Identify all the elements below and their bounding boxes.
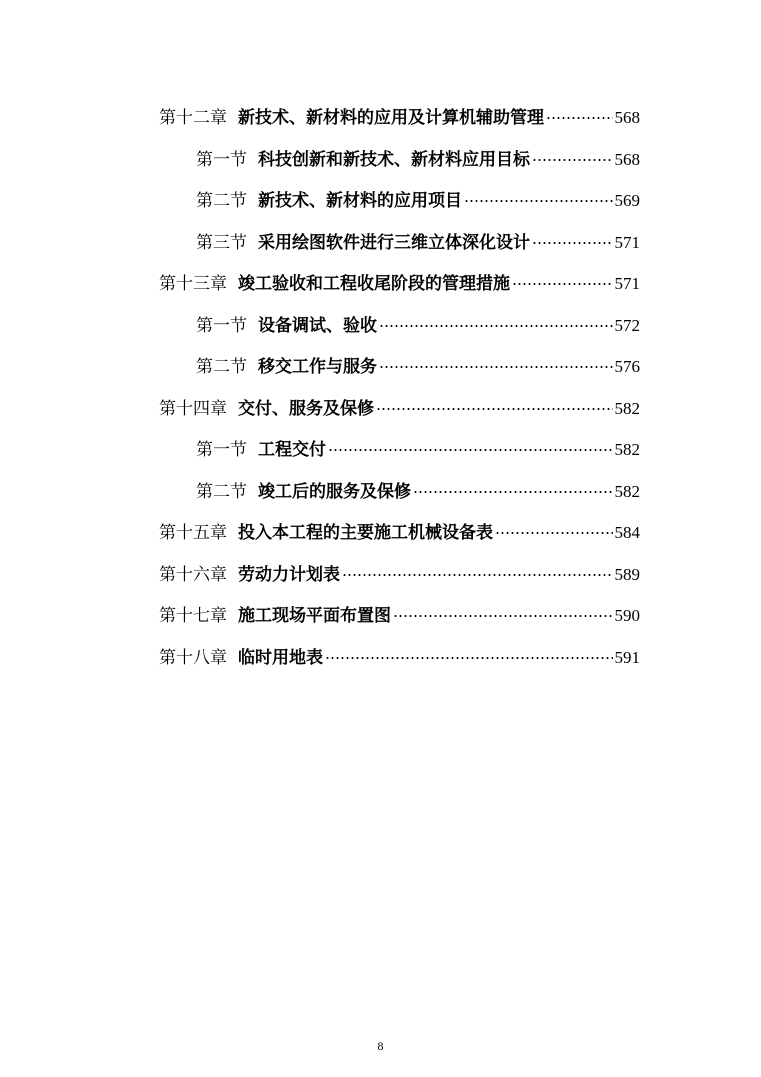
toc-entry-chapter-15[interactable] [159,512,640,543]
dot-leader [413,471,613,497]
entry-label: 第十四章 [159,399,227,419]
toc-entry-chapter-12[interactable] [159,97,640,128]
entry-page-number: 582 [614,399,640,418]
entry-label: 第一节 [196,150,247,170]
entry-label: 第十八章 [159,648,227,668]
entry-page-number: 589 [614,565,640,584]
entry-label: 第十六章 [159,565,227,585]
dot-leader [379,305,613,331]
dot-leader [376,388,613,414]
toc-entry-section[interactable] [196,346,640,377]
toc-entry-section[interactable] [196,471,640,502]
entry-label: 第一节 [196,316,247,336]
toc-entry-section[interactable] [196,429,640,460]
entry-title: 新技术、新材料的应用项目 [258,191,462,211]
entry-page-number: 582 [614,482,640,501]
entry-title: 投入本工程的主要施工机械设备表 [238,523,493,543]
dot-leader [328,429,613,455]
toc-entry-chapter-16[interactable] [159,554,640,585]
entry-label: 第一节 [196,440,247,460]
entry-page-number: 571 [614,274,640,293]
entry-label: 第二节 [196,357,247,377]
toc-entry-chapter-17[interactable] [159,595,640,626]
entry-page-number: 590 [614,606,640,625]
dot-leader [325,637,613,663]
dot-leader [393,595,613,621]
entry-page-number: 584 [614,523,640,542]
toc-entry-chapter-14[interactable] [159,388,640,419]
dot-leader [379,346,613,372]
toc-entry-chapter-13[interactable] [159,263,640,294]
entry-page-number: 568 [614,150,640,169]
entry-label: 第二节 [196,191,247,211]
entry-label: 第十七章 [159,606,227,626]
entry-page-number: 571 [614,233,640,252]
entry-title: 采用绘图软件进行三维立体深化设计 [258,233,530,253]
entry-page-number: 576 [614,357,640,376]
entry-title: 竣工验收和工程收尾阶段的管理措施 [238,274,510,294]
toc-entry-section[interactable] [196,222,640,253]
entry-page-number: 572 [614,316,640,335]
entry-label: 第十二章 [159,108,227,128]
entry-title: 设备调试、验收 [258,316,377,336]
entry-label: 第三节 [196,233,247,253]
dot-leader [532,222,613,248]
entry-title: 劳动力计划表 [238,565,340,585]
entry-label: 第十三章 [159,274,227,294]
entry-title: 竣工后的服务及保修 [258,482,411,502]
entry-label: 第二节 [196,482,247,502]
entry-title: 临时用地表 [238,648,323,668]
entry-page-number: 569 [614,191,640,210]
dot-leader [512,263,613,289]
entry-title: 交付、服务及保修 [238,399,374,419]
dot-leader [342,554,613,580]
entry-label: 第十五章 [159,523,227,543]
toc-entry-chapter-18[interactable] [159,637,640,668]
entry-title: 移交工作与服务 [258,357,377,377]
toc-entry-section[interactable] [196,139,640,170]
dot-leader [495,512,613,538]
entry-page-number: 568 [614,108,640,127]
dot-leader [546,97,613,123]
entry-page-number: 591 [614,648,640,667]
dot-leader [464,180,613,206]
entry-title: 施工现场平面布置图 [238,606,391,626]
toc-entry-section[interactable] [196,180,640,211]
entry-title: 科技创新和新技术、新材料应用目标 [258,150,530,170]
entry-title: 工程交付 [258,440,326,460]
dot-leader [532,139,613,165]
entry-page-number: 582 [614,440,640,459]
entry-title: 新技术、新材料的应用及计算机辅助管理 [238,108,544,128]
page-footer-number: 8 [377,1039,384,1053]
toc-entry-section[interactable] [196,305,640,336]
